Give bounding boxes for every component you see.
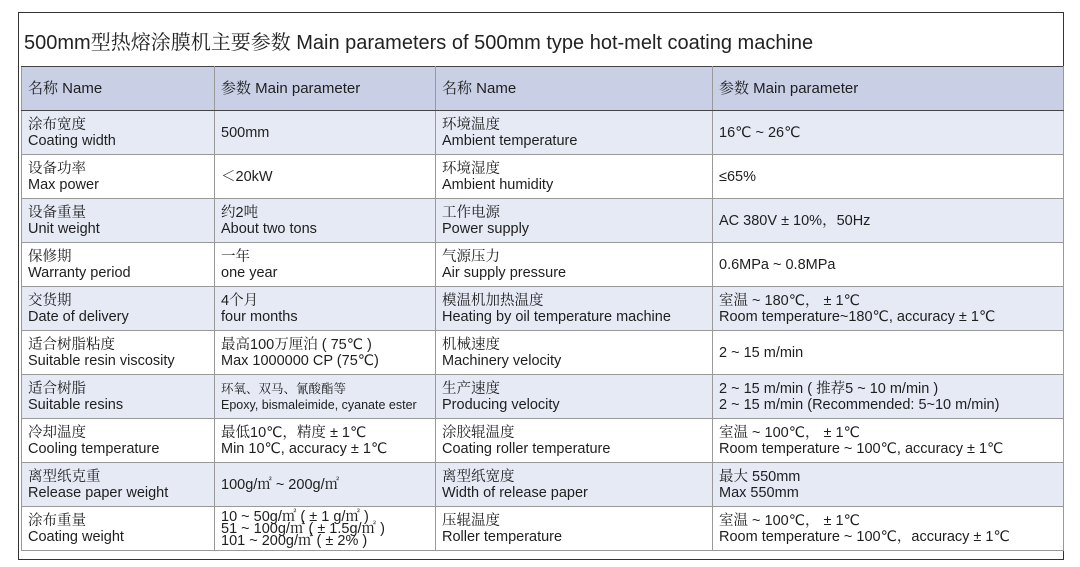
name-cell-2: 离型纸宽度 Width of release paper — [436, 463, 713, 507]
value-cell-2: 2 ~ 15 m/min ( 推荐5 ~ 10 m/min ) 2 ~ 15 m/min (Recommended: 5~10 m/min) — [713, 375, 1064, 419]
name-cell-2: 机械速度 Machinery velocity — [436, 331, 713, 375]
page-title: 500mm型热熔涂膜机主要参数 Main parameters of 500mm type hot-melt coating machine — [24, 32, 814, 54]
value-cell: 500mm — [215, 111, 436, 155]
value-cell: 最低10℃，精度 ± 1℃ Min 10℃, accuracy ± 1℃ — [215, 419, 436, 463]
table-row — [22, 331, 1064, 375]
name-cell-2: 工作电源 Power supply — [436, 199, 713, 243]
value-cell-2: 最大 550mm Max 550mm — [713, 463, 1064, 507]
value-cell-2: 2 ~ 15 m/min — [713, 331, 1064, 375]
value-cell: 100g/㎡ ~ 200g/㎡ — [215, 463, 436, 507]
header-parameter: 参数 Main parameter — [215, 67, 436, 111]
name-cell: 适合树脂粘度 Suitable resin viscosity — [22, 331, 215, 375]
table-row — [22, 463, 1064, 507]
value-cell-2: 室温 ~ 100℃， ± 1℃ Room temperature ~ 100℃，accuracy ± 1℃ — [713, 507, 1064, 551]
value-cell-2: 0.6MPa ~ 0.8MPa — [713, 243, 1064, 287]
name-cell: 设备重量 Unit weight — [22, 199, 215, 243]
name-cell-2: 涂胶辊温度 Coating roller temperature — [436, 419, 713, 463]
name-cell-2: 压辊温度 Roller temperature — [436, 507, 713, 551]
name-cell: 涂布宽度 Coating width — [22, 111, 215, 155]
name-cell: 保修期 Warranty period — [22, 243, 215, 287]
table-row — [22, 375, 1064, 419]
table-row — [22, 111, 1064, 155]
value-cell: 环氧、双马、氰酸酯等 Epoxy, bismaleimide, cyanate ester — [215, 375, 436, 419]
name-cell: 涂布重量 Coating weight — [22, 507, 215, 551]
value-cell-2: ≤65% — [713, 155, 1064, 199]
value-cell-2: AC 380V ± 10%，50Hz — [713, 199, 1064, 243]
value-cell: 一年 one year — [215, 243, 436, 287]
name-cell-2: 气源压力 Air supply pressure — [436, 243, 713, 287]
table-row — [22, 507, 1064, 551]
name-cell-2: 环境温度 Ambient temperature — [436, 111, 713, 155]
name-cell: 设备功率 Max power — [22, 155, 215, 199]
name-cell: 冷却温度 Cooling temperature — [22, 419, 215, 463]
table-row — [22, 155, 1064, 199]
value-cell-2: 室温 ~ 180℃， ± 1℃ Room temperature~180℃, accuracy ± 1℃ — [713, 287, 1064, 331]
name-cell: 离型纸克重 Release paper weight — [22, 463, 215, 507]
table-row — [22, 287, 1064, 331]
value-cell: ＜20kW — [215, 155, 436, 199]
value-cell-2: 室温 ~ 100℃， ± 1℃ Room temperature ~ 100℃, accuracy ± 1℃ — [713, 419, 1064, 463]
name-cell-2: 环境湿度 Ambient humidity — [436, 155, 713, 199]
name-cell: 交货期 Date of delivery — [22, 287, 215, 331]
value-cell: 4个月 four months — [215, 287, 436, 331]
parameter-table — [21, 66, 1064, 551]
name-cell-2: 生产速度 Producing velocity — [436, 375, 713, 419]
table-row — [22, 243, 1064, 287]
value-cell-2: 16℃ ~ 26℃ — [713, 111, 1064, 155]
header-row — [22, 67, 1064, 111]
table-row — [22, 419, 1064, 463]
header-name-2: 名称 Name — [436, 67, 713, 111]
header-parameter-2: 参数 Main parameter — [713, 67, 1064, 111]
name-cell-2: 模温机加热温度 Heating by oil temperature machine — [436, 287, 713, 331]
table-row — [22, 199, 1064, 243]
header-name: 名称 Name — [22, 67, 215, 111]
value-cell: 约2吨 About two tons — [215, 199, 436, 243]
value-cell: 最高100万厘泊 ( 75℃ ) Max 1000000 CP (75℃) — [215, 331, 436, 375]
value-cell: 10 ~ 50g/㎡ ( ± 1 g/㎡ ) 51 ~ 100g/㎡ ( ± 1.5g/㎡ ) 101 ~ 200g/㎡ ( ± 2% ) — [215, 507, 436, 551]
name-cell: 适合树脂 Suitable resins — [22, 375, 215, 419]
